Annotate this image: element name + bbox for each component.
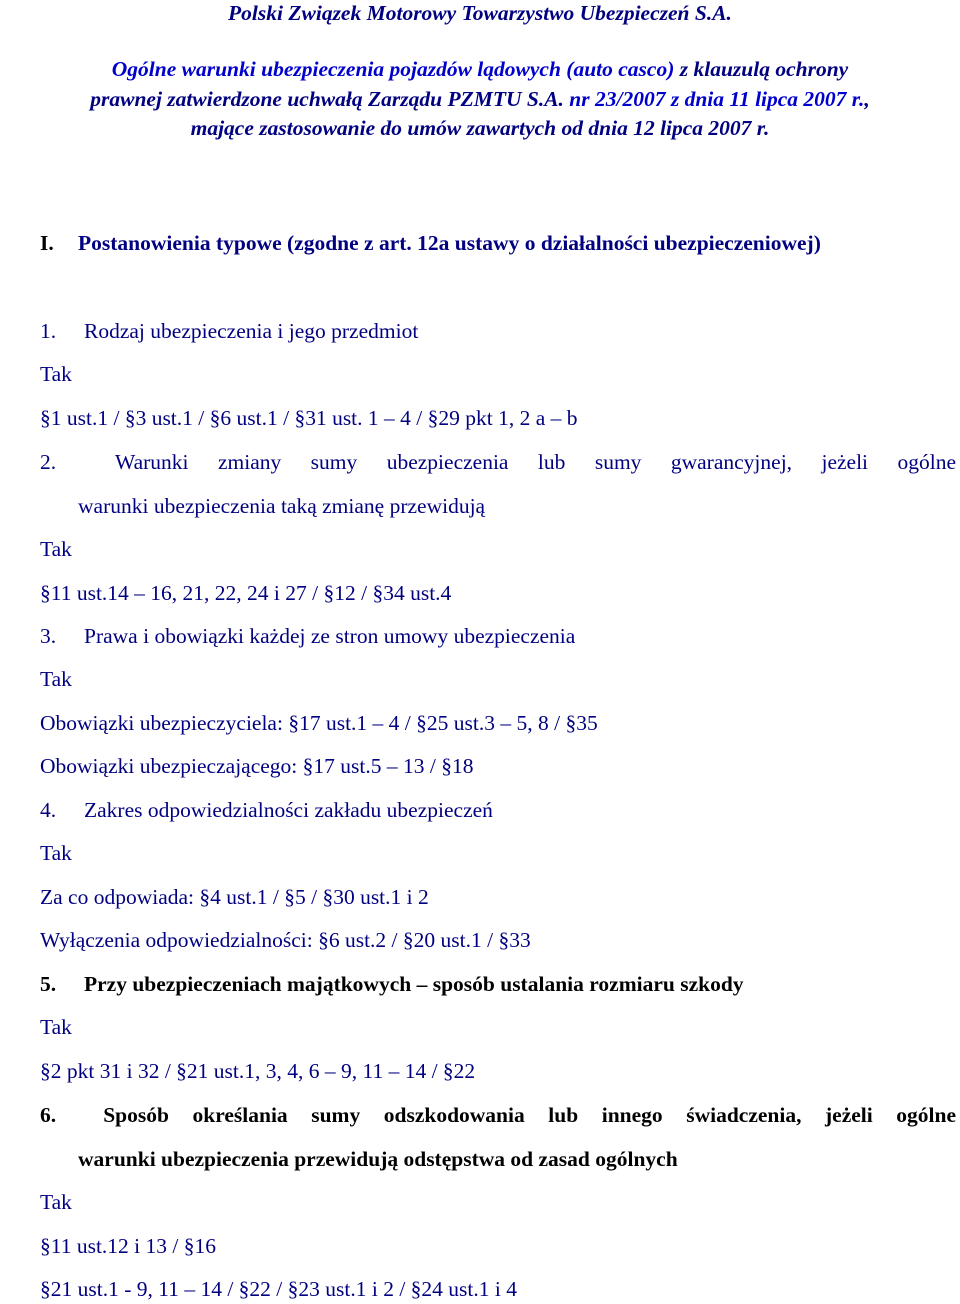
section-2-number: 2.	[40, 450, 57, 474]
section-5-number: 5.	[40, 972, 57, 996]
section-1-answer: Tak	[40, 362, 72, 386]
section-4-ref-1: Za co odpowiada: §4 ust.1 / §5 / §30 ust.1 i 2	[40, 885, 429, 909]
section-2-ref-1: §11 ust.14 – 16, 21, 22, 24 i 27 / §12 / §34 ust.4	[40, 581, 452, 605]
chapter-number: I.	[40, 231, 54, 255]
section-6-ref-2: §21 ust.1 - 9, 11 – 14 / §22 / §23 ust.1 i 2 / §24 ust.1 i 4	[40, 1277, 517, 1301]
section-4-ref-2: Wyłączenia odpowiedzialności: §6 ust.2 / §20 ust.1 / §33	[40, 928, 531, 952]
section-4-title: Zakres odpowiedzialności zakładu ubezpieczeń	[84, 798, 493, 822]
section-6-number: 6.	[40, 1103, 57, 1127]
section-6-title-line-1-text: Sposób określania sumy odszkodowania lub innego świadczenia, jeżeli ogólne	[103, 1103, 957, 1127]
chapter-title: Postanowienia typowe (zgodne z art. 12a ustawy o działalności ubezpieczeniowej)	[78, 231, 821, 255]
document-title-line-2	[0, 86, 960, 112]
section-1-title: Rodzaj ubezpieczenia i jego przedmiot	[84, 319, 419, 343]
section-5-answer: Tak	[40, 1015, 72, 1039]
section-5-title: Przy ubezpieczeniach majątkowych – sposób ustalania rozmiaru szkody	[84, 972, 744, 996]
section-6-title-line-2: warunki ubezpieczenia przewidują odstępstwa od zasad ogólnych	[78, 1147, 678, 1171]
section-2-title-line-2: warunki ubezpieczenia taką zmianę przewidują	[78, 494, 486, 518]
section-6-answer: Tak	[40, 1190, 72, 1214]
document-title-line-2-part-1: prawnej zatwierdzone uchwałą Zarządu PZMTU S.A.	[90, 87, 564, 111]
section-2-title-line-1-text: Warunki zmiany sumy ubezpieczenia lub sumy gwarancyjnej, jeżeli ogólne	[115, 450, 956, 474]
document-title-line-2-comma: ,	[864, 87, 870, 111]
document-title-line-1-rest: z klauzulą ochrony	[674, 57, 849, 81]
section-3-title: Prawa i obowiązki każdej ze stron umowy ubezpieczenia	[84, 624, 576, 648]
document-title-line-2-part-2: nr 23/2007 z dnia 11 lipca 2007 r.	[563, 87, 865, 111]
document-title-line-3: mające zastosowanie do umów zawartych od dnia 12 lipca 2007 r.	[190, 116, 770, 140]
section-4-answer: Tak	[40, 841, 72, 865]
section-3-ref-1: Obowiązki ubezpieczyciela: §17 ust.1 – 4 / §25 ust.3 – 5, 8 / §35	[40, 711, 598, 735]
section-3-number: 3.	[40, 624, 57, 648]
section-1-number: 1.	[40, 319, 57, 343]
section-4-number: 4.	[40, 798, 57, 822]
company-name: Polski Związek Motorowy Towarzystwo Ubezpieczeń S.A.	[228, 1, 732, 25]
section-1-ref-1: §1 ust.1 / §3 ust.1 / §6 ust.1 / §31 ust. 1 – 4 / §29 pkt 1, 2 a – b	[40, 406, 578, 430]
section-6-ref-1: §11 ust.12 i 13 / §16	[40, 1234, 216, 1258]
section-3-ref-2: Obowiązki ubezpieczającego: §17 ust.5 – 13 / §18	[40, 754, 474, 778]
section-3-answer: Tak	[40, 667, 72, 691]
section-2-title-line-1	[40, 449, 956, 475]
document-title-highlight: Ogólne warunki ubezpieczenia pojazdów lądowych (auto casco)	[111, 57, 675, 81]
section-2-answer: Tak	[40, 537, 72, 561]
section-6-title-line-1	[40, 1102, 956, 1128]
document-title-line-1	[0, 56, 960, 82]
section-5-ref-1: §2 pkt 31 i 32 / §21 ust.1, 3, 4, 6 – 9, 11 – 14 / §22	[40, 1059, 476, 1083]
